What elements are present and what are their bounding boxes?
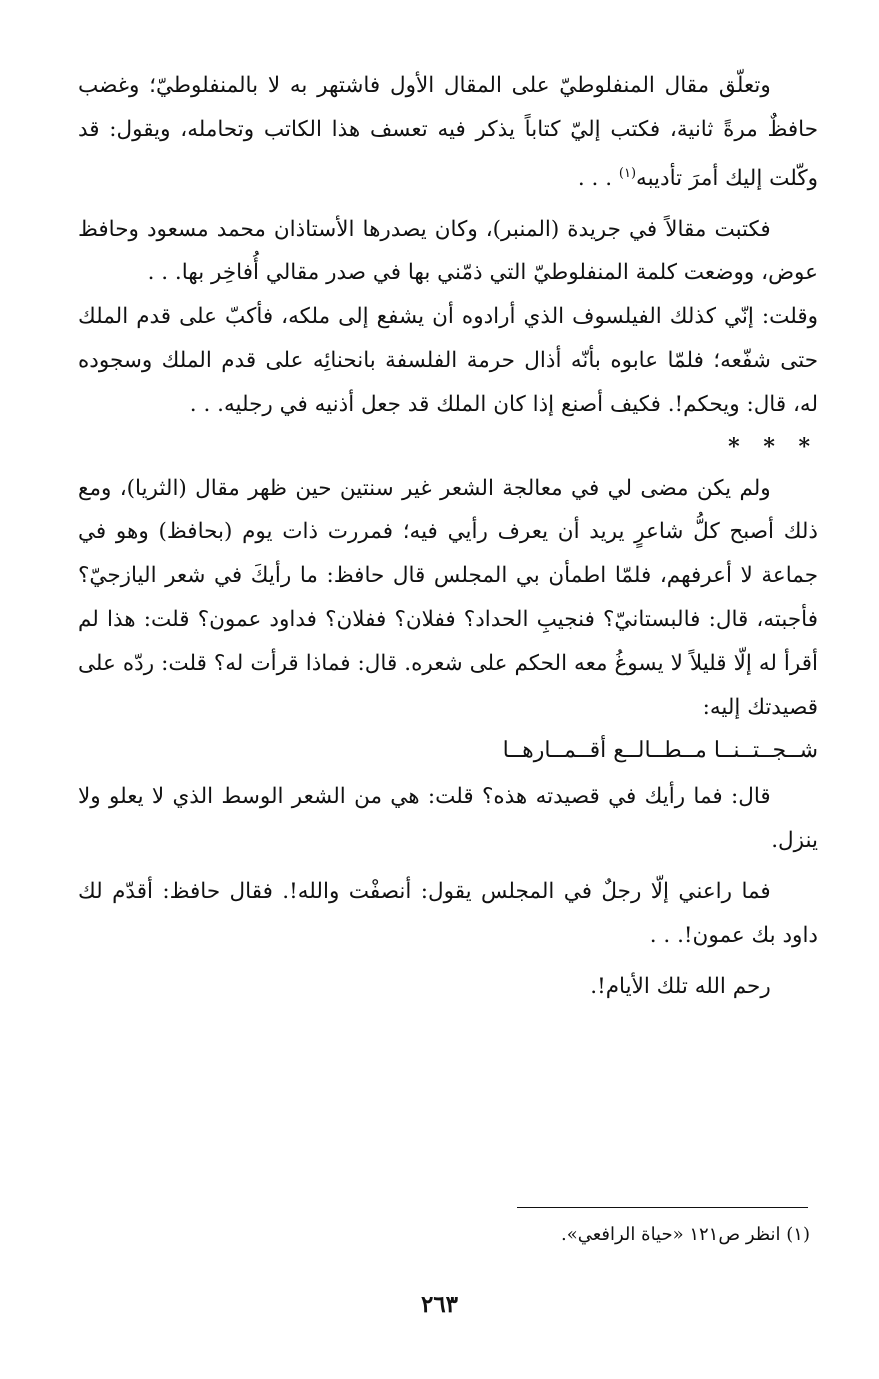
paragraph-7: رحم الله تلك الأيام!. xyxy=(590,973,771,999)
paragraph-5: قال: فما رأيك في قصيدته هذه؟ قلت: هي من الشعر الوسط الذي لا يعلو ولا ينزل. xyxy=(78,784,818,854)
main-text xyxy=(78,64,818,1008)
paragraph-1 xyxy=(78,64,818,201)
paragraph-1-text: وتعلّق مقال المنفلوطيّ على المقال الأول فاشتهر به لا بالمنفلوطيّ؛ وغضب حافظٌ مرةً ثانية، فكتب إليّ كتاباً يذكر فيه تعسف هذا الكاتب وتحامله، ويقول: قد وكّلت إليك أمرَ تأديبه xyxy=(78,73,818,191)
paragraph-3: وقلت: إنّي كذلك الفيلسوف الذي أرادوه أن يشفع إلى ملكه، فأكبّ على قدم الملك حتى شفّعه؛ فلمّا عابوه بأنّه أذال حرمة الفلسفة بانحنائِه على قدم الملك وسجوده له، قال: ويحكم!. فكيف أصنع إذا كان الملك قد جعل أذنيه في رجليه. . . xyxy=(78,304,818,417)
footnote: (١) انظر ص١٢١ «حياة الرافعي». xyxy=(560,1224,810,1245)
paragraph-2: فكتبت مقالاً في جريدة (المنبر)، وكان يصدرها الأستاذان محمد مسعود وحافظ عوض، ووضعت كلمة المنفلوطيّ التي ذمّني بها في صدر مقالي أُفاخِر بها. . . xyxy=(78,216,818,286)
page-number: ٢٦٣ xyxy=(420,1291,459,1318)
paragraph-6: فما راعني إلّا رجلٌ في المجلس يقول: أنصفْت والله!. فقال حافظ: أقدّم لك داود بك عمون!. . . xyxy=(78,878,818,948)
footnote-ref[interactable]: (١) xyxy=(618,165,637,181)
paragraph-4: ولم يكن مضى لي في معالجة الشعر غير سنتين حين ظهر مقال (الثريا)، ومع ذلك أصبح كلُّ شاعرٍ يريد أن يعرف رأيي فيه؛ فمررت ذات يوم (بحافظ) وهو في جماعة لا أعرفهم، فلمّا اطمأن بي المجلس قال حافظ: ما رأيكَ في شعر اليازجيّ؟ فأجبته، قال: فالبستانيّ؟ فنجيبِ الحداد؟ ففلان؟ ففلان؟ فداود عمون؟ قلت: هذا لم أقرأ له إلّا قليلاً لا يسوغُ معه الحكم على شعره. قال: فماذا قرأت له؟ قلت: ردّه على قصيدتك إليه: xyxy=(78,475,818,720)
verse-line: شــجــتــنــا مــطــالــع أقــمــارهــا xyxy=(502,738,818,764)
section-separator: * * * xyxy=(728,433,818,460)
paragraph-1-tail: . . . xyxy=(577,165,619,191)
footnote-divider xyxy=(517,1207,808,1208)
